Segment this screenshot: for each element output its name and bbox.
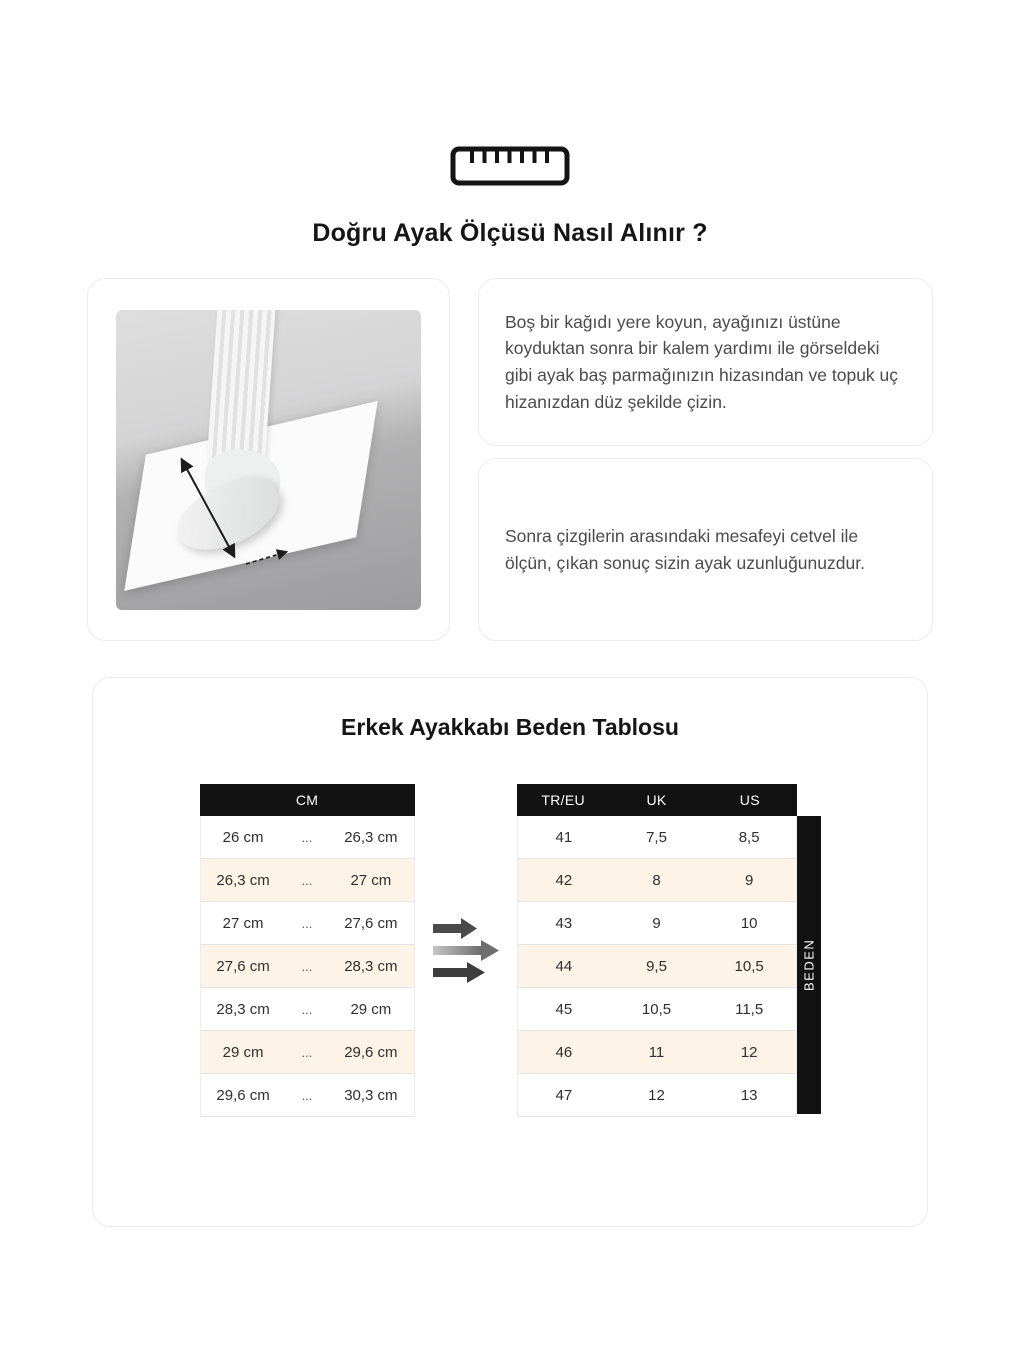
- page-title: Doğru Ayak Ölçüsü Nasıl Alınır ?: [312, 219, 708, 247]
- cm-range-from: 28,3 cm: [216, 1000, 270, 1018]
- size-conversion-table: [517, 784, 797, 1117]
- cm-range-separator: ...: [301, 1044, 313, 1060]
- size-uk: 9: [652, 914, 661, 932]
- cm-range-separator: ...: [301, 1087, 313, 1103]
- size-uk: 12: [648, 1086, 665, 1104]
- measurement-arrow-icon: [116, 310, 421, 610]
- instruction-step-1-card: [478, 278, 933, 446]
- instruction-step-2-text: Sonra çizgilerin arasındaki mesafeyi cetvel ile ölçün, çıkan sonuç sizin ayak uzunluğunuzdur.: [505, 525, 865, 573]
- cm-range-to: 28,3 cm: [344, 957, 398, 975]
- size-table-row: [517, 902, 797, 945]
- size-table-row: [517, 1074, 797, 1117]
- cm-table-row: [200, 816, 415, 859]
- instruction-step-2-card: [478, 458, 933, 641]
- cm-table-header: CM: [200, 784, 415, 816]
- cm-range-to: 27,6 cm: [344, 914, 398, 932]
- cm-table-row: [200, 859, 415, 902]
- size-uk: 10,5: [641, 1000, 672, 1018]
- size-table-header-row: [517, 784, 797, 816]
- size-tables: [93, 784, 927, 1117]
- cm-range-from: 29 cm: [222, 1043, 264, 1061]
- size-table-row: [517, 1031, 797, 1074]
- cm-range-separator: ...: [301, 829, 313, 845]
- cm-range-to: 30,3 cm: [344, 1086, 398, 1104]
- size-header-us: US: [739, 792, 760, 808]
- size-tr-eu: 42: [555, 871, 573, 889]
- cm-range-from: 26 cm: [222, 828, 264, 846]
- size-us: 10: [740, 914, 758, 932]
- page-header: [0, 0, 1020, 248]
- instruction-steps: [478, 278, 933, 641]
- cm-range-from: 27,6 cm: [216, 957, 270, 975]
- cm-table-row: [200, 945, 415, 988]
- size-tr-eu: 44: [555, 957, 573, 975]
- cm-range-separator: ...: [301, 1001, 313, 1017]
- size-uk: 11: [648, 1043, 665, 1061]
- size-us: 10,5: [734, 957, 764, 975]
- cm-range-to: 29,6 cm: [344, 1043, 398, 1061]
- size-us: 8,5: [738, 828, 760, 846]
- size-us: 12: [740, 1043, 758, 1061]
- size-uk: 9,5: [646, 957, 667, 975]
- size-us: 13: [740, 1086, 758, 1104]
- cm-table-row: [200, 1031, 415, 1074]
- cm-range-separator: ...: [301, 958, 313, 974]
- size-header-tr-eu: TR/EU: [541, 792, 585, 808]
- cm-range-from: 29,6 cm: [216, 1086, 270, 1104]
- size-tr-eu: 41: [555, 828, 573, 846]
- size-table-card: [92, 677, 928, 1227]
- cm-range-separator: ...: [301, 915, 313, 931]
- cm-range-from: 27 cm: [222, 914, 264, 932]
- ruler-icon: [450, 146, 570, 191]
- size-table-row: [517, 816, 797, 859]
- size-table-title: Erkek Ayakkabı Beden Tablosu: [341, 714, 679, 740]
- size-header-uk: UK: [646, 792, 667, 808]
- size-table-row: [517, 988, 797, 1031]
- size-tr-eu: 46: [555, 1043, 573, 1061]
- cm-range-from: 26,3 cm: [216, 871, 270, 889]
- size-conversion-table-wrap: [517, 784, 821, 1117]
- cm-table-row: [200, 1074, 415, 1117]
- conversion-arrows-icon: [433, 912, 499, 989]
- cm-range-to: 29 cm: [350, 1000, 392, 1018]
- foot-measurement-photo: [116, 310, 421, 610]
- size-us: 11,5: [735, 1000, 764, 1018]
- cm-range-to: 27 cm: [350, 871, 392, 889]
- size-uk: 7,5: [646, 828, 667, 846]
- size-table-row: [517, 859, 797, 902]
- size-uk: 8: [652, 871, 661, 889]
- beden-side-label: BEDEN: [797, 816, 821, 1114]
- size-table-row: [517, 945, 797, 988]
- size-us: 9: [744, 871, 754, 889]
- cm-table-row: [200, 988, 415, 1031]
- cm-range-to: 26,3 cm: [344, 828, 398, 846]
- cm-range-separator: ...: [301, 872, 313, 888]
- cm-table: [200, 784, 415, 1117]
- size-tr-eu: 43: [555, 914, 573, 932]
- instruction-step-1-text: Boş bir kağıdı yere koyun, ayağınızı üstüne koyduktan sonra bir kalem yardımı ile görseldeki gibi ayak baş parmağınızın hizasından ve topuk uç hizanızdan düz şekilde çizin.: [505, 311, 899, 412]
- measurement-photo-card: [87, 278, 450, 641]
- cm-table-row: [200, 902, 415, 945]
- size-tr-eu: 45: [555, 1000, 573, 1018]
- size-tr-eu: 47: [555, 1086, 573, 1104]
- measurement-instructions-section: [87, 278, 933, 641]
